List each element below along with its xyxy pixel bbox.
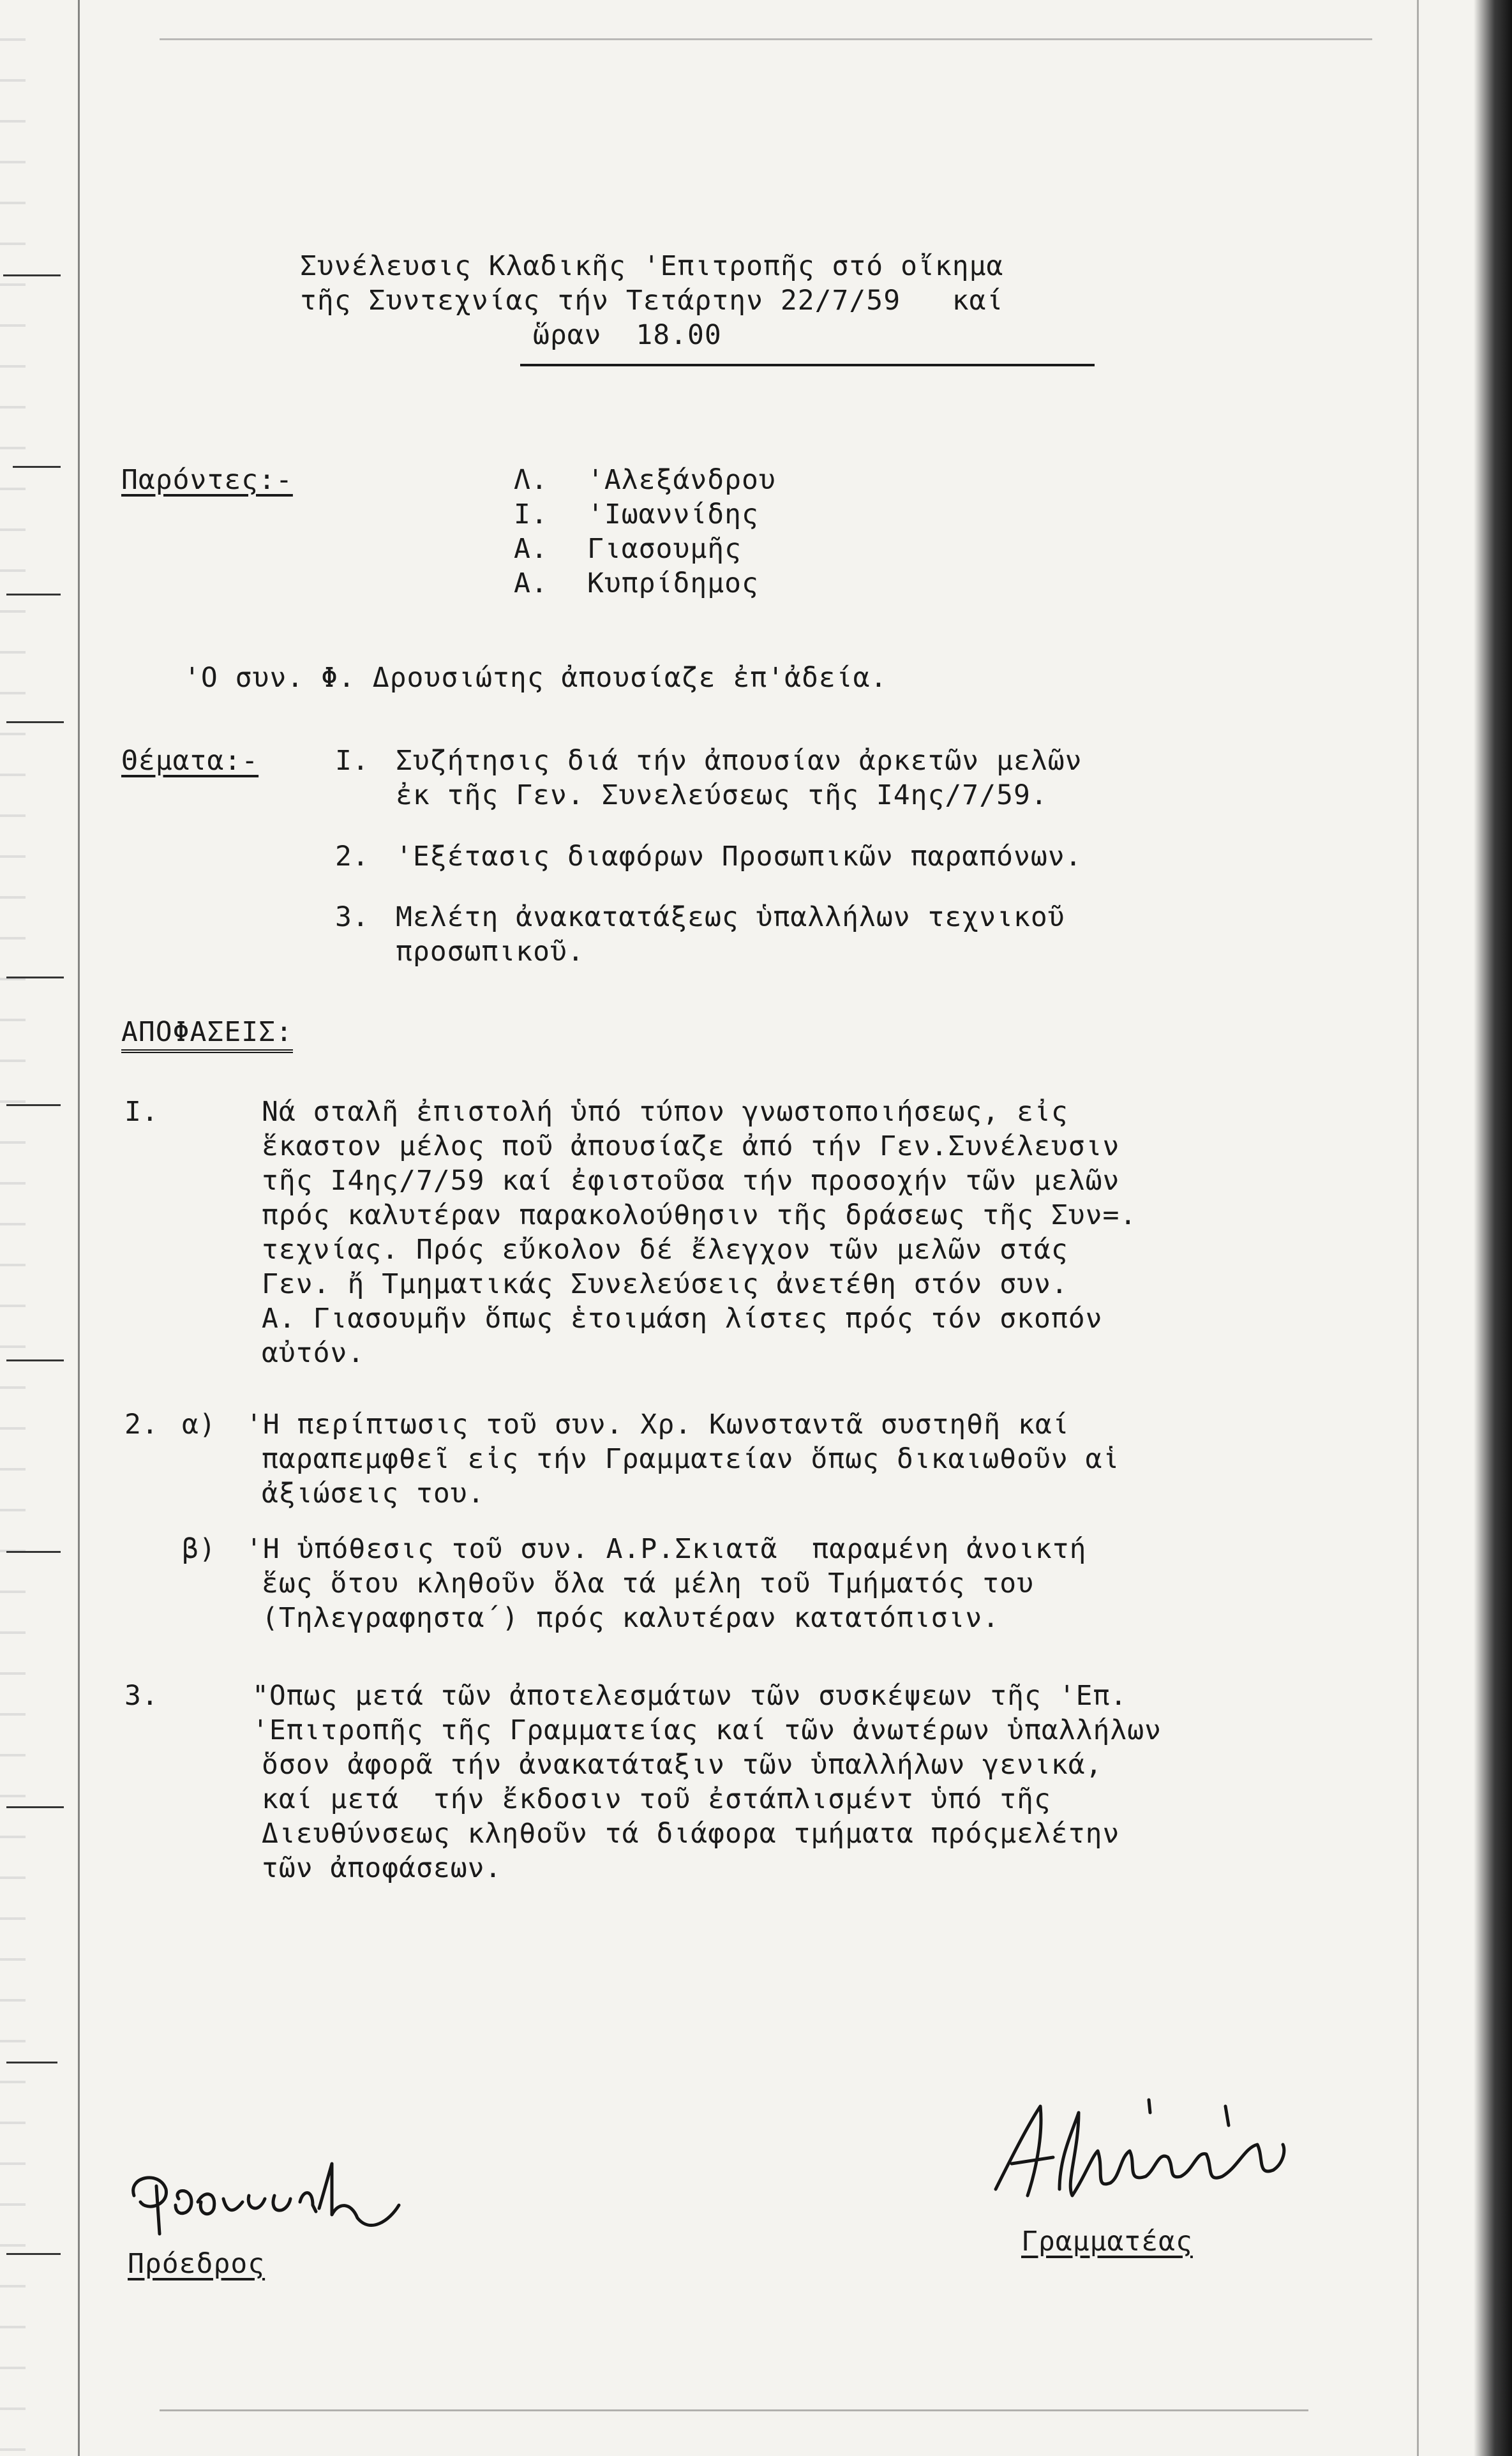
absent-note: 'Ο συν. Φ. Δρουσιώτης ἀπουσίαζε ἐπ'ἀδεία. [184, 662, 888, 694]
decision-3-line-6: τῶν ἀποφάσεων. [262, 1852, 502, 1884]
decision-3-num: 3. [124, 1680, 159, 1712]
decision-3-line-3: ὅσον ἀφορᾶ τήν ἀνακατάταξιν τῶν ὑπαλλήλων γενικά, [262, 1749, 1103, 1781]
topics-label: Θέματα:- [121, 745, 259, 777]
right-margin-line [1417, 0, 1419, 2456]
decision-2b-line-1: 'Η ὑπόθεσις τοῦ συν. Α.Ρ.Σκιατᾶ παραμένη ἀνοικτή [246, 1533, 1087, 1565]
decision-2a-marker: α) [182, 1409, 216, 1441]
decision-2b-line-3: (Τηλεγραφηστα΄) πρός καλυτέραν κατατόπισιν. [262, 1602, 1000, 1634]
topic-1-line-1: Συζήτησις διά τήν ἀπουσίαν ἀρκετῶν μελῶν [396, 745, 1082, 777]
decision-3-line-1: "Οπως μετά τῶν ἀποτελεσμάτων τῶν συσκέψεων τῆς 'Επ. [252, 1680, 1128, 1712]
margin-tick [6, 2062, 57, 2063]
decision-2-num: 2. [124, 1409, 159, 1441]
decision-3-line-5: Διευθύνσεως κληθοῦν τά διάφορα τμήματα πρόςμελέτην [262, 1818, 1120, 1850]
decision-1-line-4: πρός καλυτέραν παρακολούθησιν τῆς δράσεως τῆς Συν=. [262, 1199, 1137, 1231]
top-dash-line [160, 38, 1372, 40]
margin-tick [13, 466, 61, 468]
topic-num-2: 2. [335, 841, 370, 872]
decisions-label: ΑΠΟΦΑΣΕΙΣ: [121, 1016, 293, 1053]
present-initial-1: Λ. [514, 464, 548, 496]
decision-1-line-7: Α. Γιασουμῆν ὅπως ἑτοιμάση λίστες πρός τόν σκοπόν [262, 1303, 1103, 1335]
header-line-2: τῆς Συντεχνίας τήν Τετάρτην 22/7/59 καί [300, 285, 1004, 317]
decision-1-line-1: Νά σταλῆ ἐπιστολή ὑπό τύπον γνωστοποιήσεως, εἰς [262, 1096, 1068, 1128]
decision-1-line-8: αὐτόν. [262, 1337, 365, 1369]
present-initial-3: Α. [514, 533, 548, 565]
decision-2a-line-2: παραπεμφθεῖ εἰς τήν Γραμματείαν ὅπως δικαιωθοῦν αἱ [262, 1443, 1120, 1475]
margin-tick [6, 594, 61, 595]
margin-tick [6, 721, 64, 723]
margin-tick [6, 1551, 61, 1553]
present-name-1: 'Αλεξάνδρου [587, 464, 776, 496]
decision-1-line-3: τῆς Ι4ης/7/59 καί ἐφιστοῦσα τήν προσοχήν τῶν μελῶν [262, 1165, 1120, 1197]
topic-2-line-1: 'Εξέτασις διαφόρων Προσωπικῶν παραπόνων. [396, 841, 1082, 872]
topic-num-3: 3. [335, 901, 370, 933]
margin-tick [6, 1104, 61, 1106]
header-rule [520, 364, 1095, 366]
decision-2b-marker: β) [182, 1533, 216, 1565]
present-initial-2: Ι. [514, 498, 548, 530]
header-line-3: ὥραν 18.00 [533, 319, 722, 351]
bottom-dash-line [160, 2409, 1308, 2411]
decision-3-line-2: 'Επιτροπῆς τῆς Γραμματείας καί τῶν ἀνωτέρων ὑπαλλήλων [252, 1714, 1162, 1746]
margin-tick [3, 274, 61, 276]
decision-1-line-2: ἕκαστον μέλος ποῦ ἀπουσίαζε ἀπό τήν Γεν.Συνέλευσιν [262, 1130, 1120, 1162]
secretary-signature [983, 2087, 1289, 2221]
topic-3-line-1: Μελέτη ἀνακατατάξεως ὑπαλλήλων τεχνικοῦ [396, 901, 1065, 933]
decision-1-num: Ι. [124, 1096, 159, 1128]
secretary-label: Γραμματέας [1021, 2226, 1193, 2258]
present-label: Παρόντες:- [121, 464, 293, 496]
margin-tick [6, 977, 64, 978]
decision-2a-line-3: ἀξιώσεις του. [262, 1478, 485, 1509]
chairman-signature [121, 2151, 402, 2253]
decision-1-line-6: Γεν. ἤ Τμηματικάς Συνελεύσεις ἀνετέθη στόν συν. [262, 1268, 1068, 1300]
present-name-2: 'Ιωαννίδης [587, 498, 759, 530]
present-name-4: Κυπρίδημος [587, 567, 759, 599]
margin-tick [6, 2253, 61, 2255]
present-name-3: Γιασουμῆς [587, 533, 742, 565]
present-initial-4: Α. [514, 567, 548, 599]
header-line-1: Συνέλευσις Κλαδικῆς 'Επιτροπῆς στό οἴκημα [300, 250, 1004, 282]
decision-3-line-4: καί μετά τήν ἔκδοσιν τοῦ ἐστάπλισμέντ ὑπό τῆς [262, 1783, 1051, 1815]
chairman-label: Πρόεδρος [128, 2248, 266, 2280]
margin-tick [6, 1806, 64, 1808]
decision-1-line-5: τεχνίας. Πρός εὔκολον δέ ἔλεγχον τῶν μελῶν στάς [262, 1234, 1068, 1266]
margin-tick [6, 1359, 64, 1361]
decision-2a-line-1: 'Η περίπτωσις τοῦ συν. Χρ. Κωνσταντᾶ συστηθῆ καί [246, 1409, 1070, 1441]
topic-3-line-2: προσωπικοῦ. [396, 936, 585, 968]
left-binding-edge [0, 0, 26, 2456]
topic-1-line-2: ἐκ τῆς Γεν. Συνελεύσεως τῆς Ι4ης/7/59. [396, 779, 1048, 811]
right-scan-edge [1474, 0, 1512, 2456]
topic-num-1: Ι. [335, 745, 370, 777]
left-margin-line [78, 0, 80, 2456]
decision-2b-line-2: ἕως ὅτου κληθοῦν ὅλα τά μέλη τοῦ Τμήματός του [262, 1568, 1034, 1599]
